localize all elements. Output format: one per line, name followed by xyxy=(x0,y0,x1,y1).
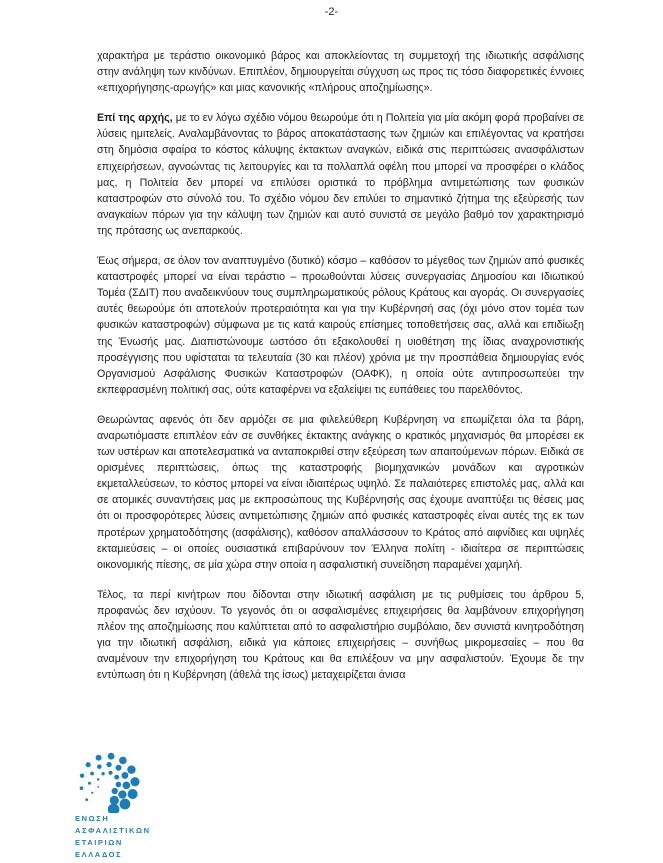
page-number: -2- xyxy=(324,6,339,18)
paragraph-text: με το εν λόγω σχέδιο νόμου θεωρούμε ότι η Πολιτεία για μία ακόμη φορά προβαίνει σε λύσεις ημιτελείς. Αναλαμβάνοντας το βάρος αποκατάστασης των ζημιών και επιλέγοντας να κρατήσει στη δημόσια σφαίρα το κόστος κάλυψης έκτακτων αναγκών, ειδικά στις περιπτώσεις ανασφάλιστων επιχειρήσεων, αγνοώντας τις λειτουργίες και τα πολλαπλά οφέλη που μπορεί να προσφέρει ο κλάδος μας, η Πολιτεία δεν μπορεί να επιλύσει οριστικά το πρόβλημα αντιμετώπισης των φυσικών καταστροφών στο σύνολό του. Το σχέδιο νόμου δεν επιλύει το σημαντικό ζήτημα της εξεύρεσής των αναγκαίων πόρων για την κάλυψη των ζημιών και αυτό συνιστά σε μεγάλο βαθμό τον χαρακτηρισμό της πρότασης ως ανεπαρκούς. xyxy=(97,112,584,237)
paragraph xyxy=(97,48,584,96)
paragraph xyxy=(97,412,584,573)
logo-org-line: ΕΤΑΙΡΙΩΝ xyxy=(75,837,123,847)
paragraph xyxy=(97,253,584,398)
paragraph xyxy=(97,110,584,239)
logo-org-line: ΕΛΛΑΔΟΣ xyxy=(75,849,123,859)
dots-spiral-logo-icon xyxy=(62,751,158,813)
logo-org-name xyxy=(75,813,210,861)
paragraph-text: χαρακτήρα με τεράστιο οικονομικό βάρος και αποκλείοντας τη συμμετοχή της ιδιωτικής ασφάλισης στην ανάληψη των κινδύνων. Επιπλέον, δημιουργείται σύγχυση ως προς τις τόσο διαφορετικές έννοιες «επιχορήγησης-αρωγής» και μιας κανονικής «πλήρους αποζημίωσης». xyxy=(97,50,584,95)
paragraph-text: Θεωρώντας αφενός ότι δεν αρμόζει σε μια φιλελεύθερη Κυβέρνηση να επωμίζεται όλα τα βάρη, αναρωτιόμαστε επιπλέον εάν σε συνθήκες έκτακτης ανάγκης ο κρατικός μηχανισμός θα μπορέσει εκ των υστέρων και αποτελεσματικά να ανταποκριθεί στην εξεύρεση των απαιτούμενων πόρων. Ειδικά σε ορισμένες περιπτώσεις, όπως της καταστροφής βιομηχανικών μονάδων και αγροτικών εκμεταλλεύσεων, το κόστος μπορεί να είναι ιδιαιτέρως υψηλό. Σε παλαιότερες επιστολές μας, αλλά και σε ατομικές συναντήσεις μας με εκπροσώπους της Κυβέρνησής σας έχουμε αναπτύξει τις θέσεις μας ότι οι προσφορότερες λύσεις αντιμετώπισης ζημιών από φυσικές καταστροφές είναι αυτές της εκ των προτέρων χρηματοδότησης (ασφάλισης), καθόσον απαλλάσσουν το Κράτος από αιφνίδιες και υψηλές εκταμιεύσεις – οι οποίες ουσιαστικά επιβαρύνουν τον Έλληνα πολίτη - ιδιαίτερα σε περιπτώσεις οικονομικής πίεσης, σε μία χώρα στην οποία η ασφαλιστική συνείδηση παραμένει χαμηλή. xyxy=(97,413,584,571)
logo-org-line: ΕΝΩΣΗ xyxy=(75,814,110,823)
paragraph-lead: Επί της αρχής, xyxy=(97,112,173,125)
paragraph xyxy=(97,587,584,684)
letter-body xyxy=(97,48,584,697)
paragraph-text: Έως σήμερα, σε όλον τον αναπτυγμένο (δυτικό) κόσμο – καθόσον το μέγεθος των ζημιών από φυσικές καταστροφές μπορεί να είναι τεράστιο – προωθούνται λύσεις συνεργασίας Δημοσίου και Ιδιωτικού Τομέα (ΣΔΙΤ) που αναδεικνύουν τους συμπληρωματικούς ρόλους Κράτους και αγοράς. Οι συνεργασίες αυτές θεωρούμε ότι αποτελούν προτεραιότητα και για την Κυβέρνησή σας (όχι μόνο στον τομέα των φυσικών καταστροφών) σύμφωνα με τις κατά καιρούς επίσημες τοποθετήσεις σας, αλλά και επιδίωξη της Ένωσής μας. Διαπιστώνουμε ωστόσο ότι εξακολουθεί η υιοθέτηση της ίδιας αναχρονιστικής προσέγγισης που υφίσταται τα τελευταία (30 και πλέον) χρόνια με την προσπάθεια δημιουργίας ενός Οργανισμού Ασφάλισης Φυσικών Καταστροφών (ΟΑΦΚ), η οποία ούτε αντιπροσωπεύει την εκπεφρασμένη πολιτική σας, ούτε καταφέρνει να εξαλείψει τις ευπάθειες του παρελθόντος. xyxy=(97,255,584,396)
eaee-logo xyxy=(60,751,210,861)
logo-org-line: ΑΣΦΑΛΙΣΤΙΚΩΝ xyxy=(75,825,151,835)
paragraph-text: Τέλος, τα περί κινήτρων που δίδονται στην ιδιωτική ασφάλιση με τις ρυθμίσεις του άρθρου 5, προφανώς δεν ισχύουν. Το γεγονός ότι οι ασφαλισμένες επιχειρήσεις θα λαμβάνουν επιχορήγηση πλέον της αποζημίωσης που καλύπτεται από το ασφαλιστήριο συμβόλαιο, δεν συνιστά κινητροδότηση για την ιδιωτική ασφάλιση, ειδικά για κάποιες επιχειρήσεις – συνήθως μικρομεσαίες – που θα αναμένουν την επιχορήγηση του Κράτους και θα επιλέξουν να μην ασφαλιστούν. Έχουμε δε την εντύπωση ότι η Κυβέρνηση (άθελά της ίσως) μεταχειρίζεται άνισα xyxy=(97,588,584,682)
